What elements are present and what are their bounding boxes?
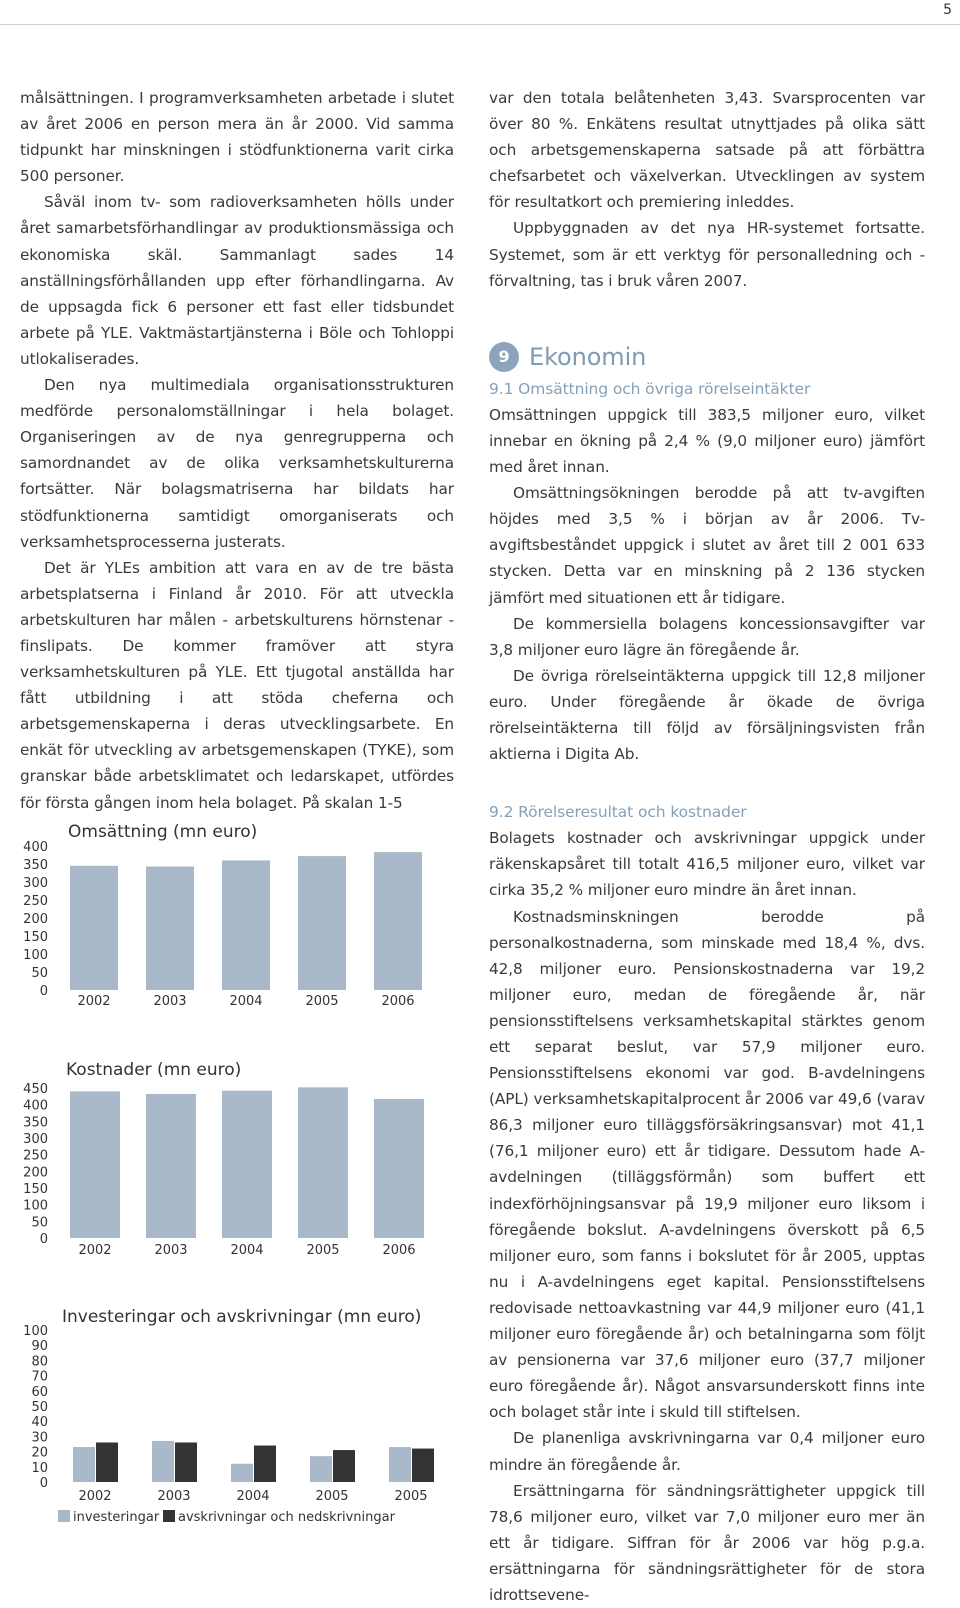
x-tick-label: 2003 xyxy=(157,1489,191,1504)
y-tick-label: 150 xyxy=(23,1182,48,1197)
legend-swatch xyxy=(163,1510,175,1522)
y-tick-label: 300 xyxy=(23,1132,48,1147)
y-tick-label: 100 xyxy=(23,1324,48,1339)
y-tick-label: 50 xyxy=(31,966,48,981)
y-tick-label: 450 xyxy=(23,1082,48,1097)
depreciation-bar xyxy=(96,1442,118,1482)
investment-bar xyxy=(389,1447,411,1482)
investment-bar xyxy=(73,1447,95,1482)
x-tick-label: 2005 xyxy=(305,994,339,1009)
paragraph: var den totala belåtenheten 3,43. Svarsprocenten var över 80 %. Enkätens resultat utnyttjades på olika sätt och arbetsgemenskaperna satsade på att förbättra chefsarbetet och växelverkan. Utvecklingen av system för resultatkort och premiering inleddes. xyxy=(489,89,925,212)
right-text-column xyxy=(489,85,925,1608)
paragraph: Omsättningen uppgick till 383,5 miljoner euro, vilket innebar en ökning på 2,4 % (9,0 miljoner euro) jämfört med året innan. xyxy=(489,405,925,477)
chart-title: Investeringar och avskrivningar (mn euro) xyxy=(62,1307,422,1327)
y-tick-label: 100 xyxy=(23,1198,48,1214)
y-tick-label: 70 xyxy=(31,1369,48,1385)
y-tick-label: 400 xyxy=(23,840,48,855)
y-tick-label: 0 xyxy=(39,1232,48,1247)
section-title: Ekonomin xyxy=(529,342,647,371)
bar xyxy=(222,1091,272,1238)
y-tick-label: 250 xyxy=(23,894,48,909)
y-tick-label: 350 xyxy=(23,858,48,873)
y-tick-label: 350 xyxy=(23,1115,48,1131)
x-tick-label: 2003 xyxy=(154,1243,188,1258)
paragraph: Såväl inom tv- som radioverksamheten hölls under året samarbetsförhandlingar av produktionsmässiga och ekonomiska skäl. Sammanlagt sades 14 anställningsförhållanden upp efter förhandlingarna. Av de uppsagda fick 6 personer ett fast eller tidsbundet arbete på YLE. Vaktmästartjänsterna i Böle och Tohloppi utlokaliserades. xyxy=(20,193,454,368)
y-tick-label: 100 xyxy=(23,948,48,963)
x-tick-label: 2002 xyxy=(78,1489,112,1504)
x-tick-label: 2002 xyxy=(77,994,111,1009)
paragraph: De kommersiella bolagens koncessionsavgifter var 3,8 miljoner euro lägre än föregående år. xyxy=(489,614,925,659)
section-heading xyxy=(489,340,925,374)
investment-bar xyxy=(231,1464,253,1482)
investment-bar xyxy=(310,1456,332,1482)
subsection-heading-9-1: 9.1 Omsättning och övriga rörelseintäkter xyxy=(489,379,811,398)
page-number: 5 xyxy=(943,2,952,18)
y-tick-label: 250 xyxy=(23,1148,48,1164)
depreciation-bar xyxy=(254,1446,276,1482)
x-tick-label: 2004 xyxy=(230,1243,264,1258)
y-tick-label: 0 xyxy=(39,984,48,999)
paragraph: Uppbyggnaden av det nya HR-systemet fortsatte. Systemet, som är ett verktyg för personalledning och -förvaltning, tas i bruk våren 2007. xyxy=(489,219,925,290)
bar xyxy=(374,1099,424,1238)
depreciation-bar xyxy=(333,1450,355,1482)
chart-title: Kostnader (mn euro) xyxy=(66,1060,242,1080)
section-number-badge: 9 xyxy=(489,342,519,372)
y-tick-label: 40 xyxy=(31,1415,48,1431)
paragraph: Bolagets kostnader och avskrivningar uppgick under räkenskapsåret till totalt 416,5 miljoner euro, vilket var cirka 35,2 % miljoner euro mindre än året innan. xyxy=(489,829,925,900)
paragraph: Ersättningarna för sändningsrättigheter uppgick till 78,6 miljoner euro, vilket var 7,0 miljoner euro mer än ett år tidigare. Siffran för år 2006 var hög p.g.a. ersättningarna för sändningsrättigheter för de stora idrottsevene- xyxy=(489,1481,925,1604)
y-tick-label: 30 xyxy=(31,1430,48,1446)
paragraph: Kostnadsminskningen berodde på personalkostnaderna, som minskade med 18,4 %, dvs. 42,8 miljoner euro. Pensionskostnaderna var 19,2 miljoner euro, medan de föregående år, när pensionsstiftelsens verksamhetskapital stärktes genom ett separat beslut, var 57,9 miljoner euro. Pensionsstiftelsens ekonomi var god. B-avdelningens (APL) verksamhetskapitalprocent år 2006 var 49,6 (varav 86,3 miljoner euro tilläggsförsäkringsansvar) mot 41,1 (76,1 miljoner euro) ett år tidigare. Dessutom hade A-avdelningen (tilläggsförmån) som buffert ett indexförhöjningsansvar på 19,9 miljoner euro liksom i föregående bokslut. A-avdelningens överskott på 6,5 miljoner euro, som fanns i bokslutet för år 2005, upptas nu i A-avdelningens eget kapital. Pensionsstiftelsens redovisade nettoavkastning var 44,9 miljoner euro (41,1 miljoner euro föregående år) och betalningarna som följt av pensionerna var 37,6 miljoner euro (37,7 miljoner euro föregående år). Något ansvarsunderskott finns inte och bolaget står inte i skuld till stiftelsen. xyxy=(489,907,925,1422)
legend-label: avskrivningar och nedskrivningar xyxy=(178,1510,395,1525)
y-tick-label: 50 xyxy=(31,1400,48,1415)
y-tick-label: 80 xyxy=(31,1354,48,1370)
charts-area xyxy=(0,800,460,1540)
y-tick-label: 10 xyxy=(31,1460,48,1476)
x-tick-label: 2004 xyxy=(236,1489,270,1504)
x-tick-label: 2006 xyxy=(381,994,415,1009)
x-tick-label: 2002 xyxy=(78,1243,112,1258)
paragraph: Omsättningsökningen berodde på att tv-avgiften höjdes med 3,5 % i början av år 2006. Tv-avgiftsbeståndet uppgick i slutet av året till 2 001 633 stycken. Detta var en minskning på 2 136 stycken jämfört med situationen ett år tidigare. xyxy=(489,484,925,607)
bar xyxy=(222,860,270,990)
depreciation-bar xyxy=(175,1442,197,1482)
bar xyxy=(298,1087,348,1238)
x-tick-label: 2004 xyxy=(229,994,263,1009)
charts-svg xyxy=(0,800,460,1540)
right-intro xyxy=(489,85,925,294)
paragraph: målsättningen. I programverksamheten arbetade i slutet av året 2006 en person mera än år 2000. Vid samma tidpunkt har minskningen i stödfunktionerna varit cirka 500 personer. xyxy=(20,89,454,186)
y-tick-label: 0 xyxy=(39,1476,48,1491)
legend-label: investeringar xyxy=(73,1510,160,1525)
legend-swatch xyxy=(58,1510,70,1522)
y-tick-label: 90 xyxy=(31,1339,48,1355)
depreciation-bar xyxy=(412,1449,434,1482)
header-rule xyxy=(0,24,960,25)
bar xyxy=(146,1094,196,1238)
x-tick-label: 2005 xyxy=(306,1243,340,1258)
paragraph: De planenliga avskrivningarna var 0,4 miljoner euro mindre än föregående år. xyxy=(489,1429,925,1474)
y-tick-label: 200 xyxy=(23,1165,48,1181)
x-tick-label: 2005 xyxy=(315,1489,349,1504)
left-text-column xyxy=(20,85,454,816)
bar xyxy=(146,867,194,990)
bar xyxy=(70,1091,120,1238)
investment-bar xyxy=(152,1441,174,1482)
bar xyxy=(374,852,422,990)
y-tick-label: 20 xyxy=(31,1445,48,1461)
x-tick-label: 2003 xyxy=(153,994,187,1009)
y-tick-label: 200 xyxy=(23,912,48,927)
subsection-9-2-body xyxy=(489,825,925,1608)
chart-title: Omsättning (mn euro) xyxy=(68,822,258,842)
bar xyxy=(70,866,118,990)
subsection-9-1-body xyxy=(489,402,925,767)
y-tick-label: 50 xyxy=(31,1215,48,1231)
x-tick-label: 2006 xyxy=(382,1243,416,1258)
paragraph: Det är YLEs ambition att vara en av de tre bästa arbetsplatserna i Finland år 2010. För att utveckla arbetskulturen har målen - arbetskulturens hörnstenar - finslipats. De kommer framöver att styra verksamhetskulturen på YLE. Ett tjugotal anställda har fått utbildning i att stöda cheferna och arbetsgemenskaperna i deras utvecklingsarbete. En enkät för utveckling av arbetsgemenskapen (TYKE), som granskar både arbetsklimatet och ledarskapet, utfördes för första gången inom hela bolaget. På skalan 1-5 xyxy=(20,558,454,812)
y-tick-label: 150 xyxy=(23,930,48,945)
subsection-heading-9-2: 9.2 Rörelseresultat och kostnader xyxy=(489,803,747,822)
y-tick-label: 60 xyxy=(31,1384,48,1400)
y-tick-label: 400 xyxy=(23,1098,48,1114)
bar xyxy=(298,856,346,990)
paragraph: Den nya multimediala organisationsstrukturen medförde personalomställningar i hela bolaget. Organiseringen av de nya genregrupperna och samordnandet av de olika verksamhetskulturerna fortsätter. När bolagsmatriserna har bildats har stödfunktionerna samtidigt omorganiserats och verksamhetsprocesserna justerats. xyxy=(20,376,454,551)
x-tick-label: 2005 xyxy=(394,1489,428,1504)
paragraph: De övriga rörelseintäkterna uppgick till 12,8 miljoner euro. Under föregående år ökade de övriga rörelseintäkterna till följd av försäljningsvisten från aktierna i Digita Ab. xyxy=(489,666,925,764)
y-tick-label: 300 xyxy=(23,876,48,891)
